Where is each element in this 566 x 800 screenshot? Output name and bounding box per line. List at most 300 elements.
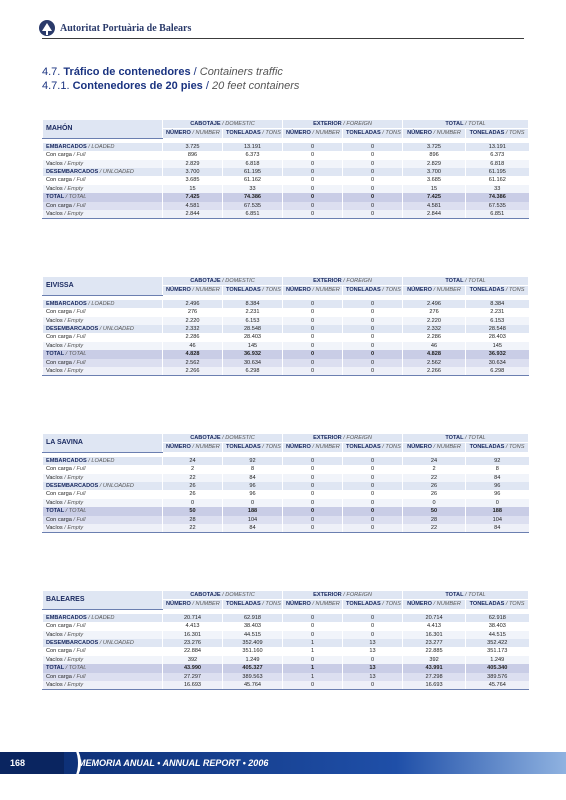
col-label-en: NUMBER <box>195 444 220 451</box>
header-rule <box>42 38 524 39</box>
table-cell: 22.885 <box>403 647 466 655</box>
table-cell: 0 <box>283 185 343 193</box>
row-label <box>43 325 163 333</box>
col-toneladas <box>223 286 283 295</box>
col-slash: / <box>341 435 347 441</box>
row-label <box>43 516 163 524</box>
row-label <box>43 359 163 367</box>
table-cell: 0 <box>283 333 343 341</box>
table-cell: 2.332 <box>403 325 466 333</box>
table-cell: 2.220 <box>403 317 466 325</box>
table-cell: 33 <box>466 185 529 193</box>
col-numero <box>403 286 466 295</box>
col-label-en: TONS <box>385 601 401 608</box>
table-cell: 13.191 <box>223 143 283 151</box>
col-label: NÚMERO <box>166 444 191 451</box>
col-toneladas <box>466 443 529 452</box>
col-label-en: TONS <box>385 287 401 294</box>
table-cell: 30.634 <box>223 359 283 367</box>
table-cell: 0 <box>343 681 403 690</box>
table-row <box>43 490 529 498</box>
row-label <box>43 647 163 655</box>
port-name: EIVISSA <box>43 277 163 296</box>
row-label-es: DESEMBARCADOS <box>46 483 99 490</box>
row-label-en: Full <box>76 623 86 630</box>
table-cell: 0 <box>343 193 403 201</box>
table-cell: 0 <box>343 507 403 515</box>
table-cell: 15 <box>403 185 466 193</box>
table-cell: 0 <box>343 317 403 325</box>
row-label-es: DESEMBARCADOS <box>46 326 99 333</box>
table-cell: 24 <box>403 457 466 465</box>
col-toneladas <box>223 600 283 609</box>
col-label: CABOTAJE <box>190 592 221 598</box>
table-row <box>43 325 529 333</box>
table-cell: 22 <box>163 474 223 482</box>
col-numero <box>283 286 343 295</box>
table-cell: 84 <box>223 474 283 482</box>
table-cell: 0 <box>343 308 403 316</box>
footer-title: MEMORIA ANUAL • ANNUAL REPORT • 2006 <box>78 758 269 768</box>
col-slash: / <box>190 444 196 451</box>
title-separator: / <box>190 66 200 78</box>
table-cell: 276 <box>403 308 466 316</box>
section-title <box>42 66 283 78</box>
table-cell: 23.277 <box>403 639 466 647</box>
table-cell: 0 <box>283 160 343 168</box>
table-cell: 0 <box>283 681 343 690</box>
col-label: TONELADAS <box>469 444 505 451</box>
row-label <box>43 151 163 159</box>
subsection-title <box>42 80 299 92</box>
table-cell: 16.693 <box>163 681 223 690</box>
table-cell: 0 <box>283 300 343 308</box>
col-group-total <box>403 277 529 286</box>
table-cell: 50 <box>163 507 223 515</box>
table-cell: 67.535 <box>223 202 283 210</box>
row-label-es: Vacíos <box>46 631 63 638</box>
row-slash: / <box>98 326 103 333</box>
row-label <box>43 631 163 639</box>
row-label-es: Con carga <box>46 177 72 184</box>
row-label-en: Empty <box>67 682 84 689</box>
row-slash: / <box>86 457 92 464</box>
col-toneladas <box>343 286 403 295</box>
row-label-en: Full <box>76 177 86 184</box>
row-label-en: Full <box>76 673 86 680</box>
row-label <box>43 342 163 350</box>
table-row <box>43 359 529 367</box>
col-label: EXTERIOR <box>313 592 342 598</box>
table-cell: 61.162 <box>466 176 529 184</box>
row-slash: / <box>98 640 103 647</box>
col-numero <box>283 443 343 452</box>
table-row <box>43 474 529 482</box>
col-label-en: TONS <box>265 601 281 608</box>
row-label-es: Vacíos <box>46 499 63 506</box>
table-cell: 0 <box>283 176 343 184</box>
table-cell: 2.829 <box>403 160 466 168</box>
row-label <box>43 673 163 681</box>
data-table <box>42 276 529 376</box>
table-cell: 0 <box>343 614 403 622</box>
data-table <box>42 590 529 690</box>
row-label-es: EMBARCADOS <box>46 143 87 150</box>
table-cell: 276 <box>163 308 223 316</box>
table-cell: 28 <box>163 516 223 524</box>
table-cell: 26 <box>163 482 223 490</box>
table-cell: 0 <box>403 499 466 507</box>
row-label-en: Full <box>76 516 86 523</box>
table-cell: 0 <box>283 524 343 533</box>
table-row <box>43 193 529 201</box>
row-label-es: Vacíos <box>46 368 63 375</box>
col-toneladas <box>223 129 283 138</box>
table-cell: 8 <box>466 465 529 473</box>
table-cell: 0 <box>283 457 343 465</box>
table-cell: 3.700 <box>403 168 466 176</box>
col-label: TOTAL <box>445 278 464 284</box>
table-cell: 3.685 <box>163 176 223 184</box>
table-cell: 0 <box>343 482 403 490</box>
table-cell: 96 <box>223 490 283 498</box>
col-slash: / <box>220 435 226 441</box>
table-cell: 6.373 <box>466 151 529 159</box>
table-cell: 6.153 <box>223 317 283 325</box>
table-cell: 92 <box>466 457 529 465</box>
table-row <box>43 499 529 507</box>
row-slash: / <box>62 211 68 218</box>
row-label-en: LOADED <box>91 143 115 150</box>
table-cell: 28.403 <box>466 333 529 341</box>
col-label: NÚMERO <box>166 601 191 608</box>
row-label-es: Con carga <box>46 202 72 209</box>
col-label: TOTAL <box>445 435 464 441</box>
row-slash: / <box>86 614 92 621</box>
row-slash: / <box>71 623 77 630</box>
table-cell: 0 <box>283 516 343 524</box>
row-slash: / <box>62 185 68 192</box>
row-label <box>43 350 163 358</box>
col-label: CABOTAJE <box>190 278 221 284</box>
table-cell: 16.301 <box>403 631 466 639</box>
row-label-es: Con carga <box>46 648 72 655</box>
table-cell: 0 <box>343 185 403 193</box>
col-slash: / <box>380 444 386 451</box>
row-label-es: TOTAL <box>46 194 65 201</box>
table-cell: 28.403 <box>223 333 283 341</box>
table-cell: 13 <box>343 647 403 655</box>
table-cell: 0 <box>283 325 343 333</box>
row-label-en: Full <box>76 334 86 341</box>
table-cell: 0 <box>343 516 403 524</box>
col-slash: / <box>220 121 226 127</box>
row-label-en: Full <box>76 152 86 159</box>
row-label-en: Empty <box>67 185 84 192</box>
table-cell: 0 <box>283 143 343 151</box>
table-row <box>43 350 529 358</box>
row-label <box>43 474 163 482</box>
row-slash: / <box>98 169 103 176</box>
table-cell: 13.191 <box>466 143 529 151</box>
table-cell: 27.297 <box>163 673 223 681</box>
row-label-en: Full <box>76 202 86 209</box>
table-cell: 2.562 <box>163 359 223 367</box>
col-group-cabotaje <box>163 434 283 443</box>
row-label <box>43 300 163 308</box>
table-cell: 0 <box>283 631 343 639</box>
table-cell: 15 <box>163 185 223 193</box>
col-numero <box>163 443 223 452</box>
row-slash: / <box>62 499 68 506</box>
table-cell: 2 <box>163 465 223 473</box>
table-cell: 1 <box>283 639 343 647</box>
col-label-en: TOTAL <box>468 435 486 441</box>
col-group-exterior <box>283 120 403 129</box>
table-cell: 1.249 <box>223 656 283 664</box>
table-cell: 0 <box>283 367 343 376</box>
table-cell: 61.195 <box>223 168 283 176</box>
table-cell: 896 <box>163 151 223 159</box>
row-label-en: Full <box>76 466 86 473</box>
table-cell: 0 <box>343 465 403 473</box>
row-slash: / <box>64 194 69 201</box>
row-label-en: Empty <box>67 656 84 663</box>
table-cell: 3.725 <box>163 143 223 151</box>
row-label-es: EMBARCADOS <box>46 614 87 621</box>
data-table <box>42 433 529 533</box>
table-cell: 30.634 <box>466 359 529 367</box>
row-label-es: Con carga <box>46 152 72 159</box>
col-numero <box>403 129 466 138</box>
table-row <box>43 317 529 325</box>
table-cell: 6.851 <box>223 210 283 219</box>
row-slash: / <box>71 334 77 341</box>
table-cell: 0 <box>343 151 403 159</box>
table-cell: 0 <box>343 350 403 358</box>
row-label-es: TOTAL <box>46 351 65 358</box>
table-cell: 392 <box>403 656 466 664</box>
row-label <box>43 168 163 176</box>
col-slash: / <box>463 592 469 598</box>
row-label-es: EMBARCADOS <box>46 300 87 307</box>
table-cell: 45.764 <box>223 681 283 690</box>
table-cell: 3.725 <box>403 143 466 151</box>
col-group-total <box>403 434 529 443</box>
port-table <box>42 119 528 219</box>
table-cell: 8.384 <box>223 300 283 308</box>
row-label-es: Vacíos <box>46 474 63 481</box>
col-label-en: TOTAL <box>468 121 486 127</box>
col-slash: / <box>380 287 386 294</box>
table-cell: 2.829 <box>163 160 223 168</box>
table-cell: 2.562 <box>403 359 466 367</box>
col-label: EXTERIOR <box>313 121 342 127</box>
row-label-en: Empty <box>67 631 84 638</box>
row-label <box>43 622 163 630</box>
row-label <box>43 465 163 473</box>
table-cell: 96 <box>466 490 529 498</box>
col-numero <box>163 129 223 138</box>
table-cell: 389.576 <box>466 673 529 681</box>
table-cell: 6.818 <box>223 160 283 168</box>
row-slash: / <box>71 309 77 316</box>
table-cell: 389.563 <box>223 673 283 681</box>
col-slash: / <box>260 130 266 137</box>
table-row <box>43 622 529 630</box>
table-row <box>43 639 529 647</box>
table-row <box>43 516 529 524</box>
row-slash: / <box>71 202 77 209</box>
col-slash: / <box>431 287 437 294</box>
col-group-cabotaje <box>163 591 283 600</box>
col-group-exterior <box>283 591 403 600</box>
table-cell: 0 <box>283 614 343 622</box>
table-cell: 2.231 <box>223 308 283 316</box>
col-slash: / <box>341 121 347 127</box>
table-cell: 405.327 <box>223 664 283 672</box>
col-toneladas <box>343 600 403 609</box>
table-cell: 405.340 <box>466 664 529 672</box>
col-label: NÚMERO <box>286 601 311 608</box>
col-label-en: TONS <box>508 444 525 451</box>
table-cell: 6.373 <box>223 151 283 159</box>
table-cell: 2.844 <box>163 210 223 219</box>
row-label <box>43 457 163 465</box>
table-cell: 2.286 <box>403 333 466 341</box>
section-title-en: Containers traffic <box>199 66 283 78</box>
table-cell: 8.384 <box>466 300 529 308</box>
table-cell: 4.581 <box>163 202 223 210</box>
table-cell: 0 <box>343 342 403 350</box>
table-cell: 3.685 <box>403 176 466 184</box>
table-cell: 26 <box>403 482 466 490</box>
table-cell: 62.918 <box>223 614 283 622</box>
col-label-en: NUMBER <box>436 601 461 608</box>
table-cell: 0 <box>283 193 343 201</box>
row-label-en: LOADED <box>91 300 115 307</box>
row-label <box>43 507 163 515</box>
row-label-es: Vacíos <box>46 160 63 167</box>
row-slash: / <box>62 317 68 324</box>
section-number: 4.7. <box>42 66 61 78</box>
row-label-en: Empty <box>67 368 84 375</box>
table-cell: 352.422 <box>466 639 529 647</box>
row-label <box>43 614 163 622</box>
table-row <box>43 647 529 655</box>
table-cell: 28 <box>403 516 466 524</box>
row-label <box>43 524 163 533</box>
row-slash: / <box>71 359 77 366</box>
table-cell: 44.515 <box>223 631 283 639</box>
table-cell: 1 <box>283 647 343 655</box>
col-label-en: FOREIGN <box>346 121 372 127</box>
row-label-en: LOADED <box>91 614 115 621</box>
table-cell: 22 <box>163 524 223 533</box>
col-slash: / <box>463 435 469 441</box>
table-cell: 84 <box>466 474 529 482</box>
col-slash: / <box>310 601 316 608</box>
col-label-en: TONS <box>508 130 525 137</box>
row-label <box>43 143 163 151</box>
row-label-en: UNLOADED <box>102 169 134 176</box>
row-label-en: TOTAL <box>68 351 87 358</box>
table-row <box>43 151 529 159</box>
row-label-en: Full <box>76 491 86 498</box>
table-cell: 0 <box>343 656 403 664</box>
col-group-exterior <box>283 434 403 443</box>
row-label <box>43 317 163 325</box>
row-label <box>43 639 163 647</box>
row-label-es: Con carga <box>46 309 72 316</box>
table-row <box>43 160 529 168</box>
table-cell: 13 <box>343 673 403 681</box>
table-cell: 0 <box>343 524 403 533</box>
table-cell: 6.851 <box>466 210 529 219</box>
col-numero <box>283 600 343 609</box>
table-cell: 4.413 <box>403 622 466 630</box>
row-label <box>43 210 163 219</box>
col-label-en: NUMBER <box>315 601 340 608</box>
table-cell: 67.535 <box>466 202 529 210</box>
col-label-en: TONS <box>265 287 281 294</box>
row-slash: / <box>86 300 92 307</box>
col-label-en: DOMESTIC <box>225 121 255 127</box>
col-group-total <box>403 591 529 600</box>
col-label: TONELADAS <box>226 444 261 451</box>
row-slash: / <box>86 143 92 150</box>
table-cell: 2 <box>403 465 466 473</box>
row-label-es: EMBARCADOS <box>46 457 87 464</box>
header <box>38 16 191 40</box>
table-cell: 20.714 <box>403 614 466 622</box>
row-label-es: Vacíos <box>46 317 63 324</box>
col-label-en: NUMBER <box>436 130 461 137</box>
table-cell: 0 <box>283 656 343 664</box>
table-cell: 392 <box>163 656 223 664</box>
table-row <box>43 143 529 151</box>
table-cell: 4.828 <box>163 350 223 358</box>
table-cell: 0 <box>163 499 223 507</box>
col-label: NÚMERO <box>407 444 432 451</box>
table-row <box>43 457 529 465</box>
table-cell: 61.162 <box>223 176 283 184</box>
col-label-en: NUMBER <box>195 130 220 137</box>
col-slash: / <box>463 278 469 284</box>
table-cell: 92 <box>223 457 283 465</box>
table-cell: 351.173 <box>466 647 529 655</box>
row-label-en: TOTAL <box>68 665 87 672</box>
row-label-es: Con carga <box>46 491 72 498</box>
organization-name: Autoritat Portuària de Balears <box>60 22 192 34</box>
table-cell: 0 <box>283 168 343 176</box>
col-label: NÚMERO <box>286 287 311 294</box>
table-cell: 0 <box>343 457 403 465</box>
table-cell: 188 <box>223 507 283 515</box>
col-toneladas <box>343 129 403 138</box>
table-cell: 3.700 <box>163 168 223 176</box>
row-slash: / <box>71 491 77 498</box>
table-cell: 2.844 <box>403 210 466 219</box>
table-cell: 6.153 <box>466 317 529 325</box>
col-label: TONELADAS <box>469 601 505 608</box>
table-cell: 96 <box>223 482 283 490</box>
table-cell: 352.409 <box>223 639 283 647</box>
table-cell: 0 <box>343 490 403 498</box>
table-cell: 4.581 <box>403 202 466 210</box>
table-cell: 0 <box>343 367 403 376</box>
table-row <box>43 210 529 219</box>
